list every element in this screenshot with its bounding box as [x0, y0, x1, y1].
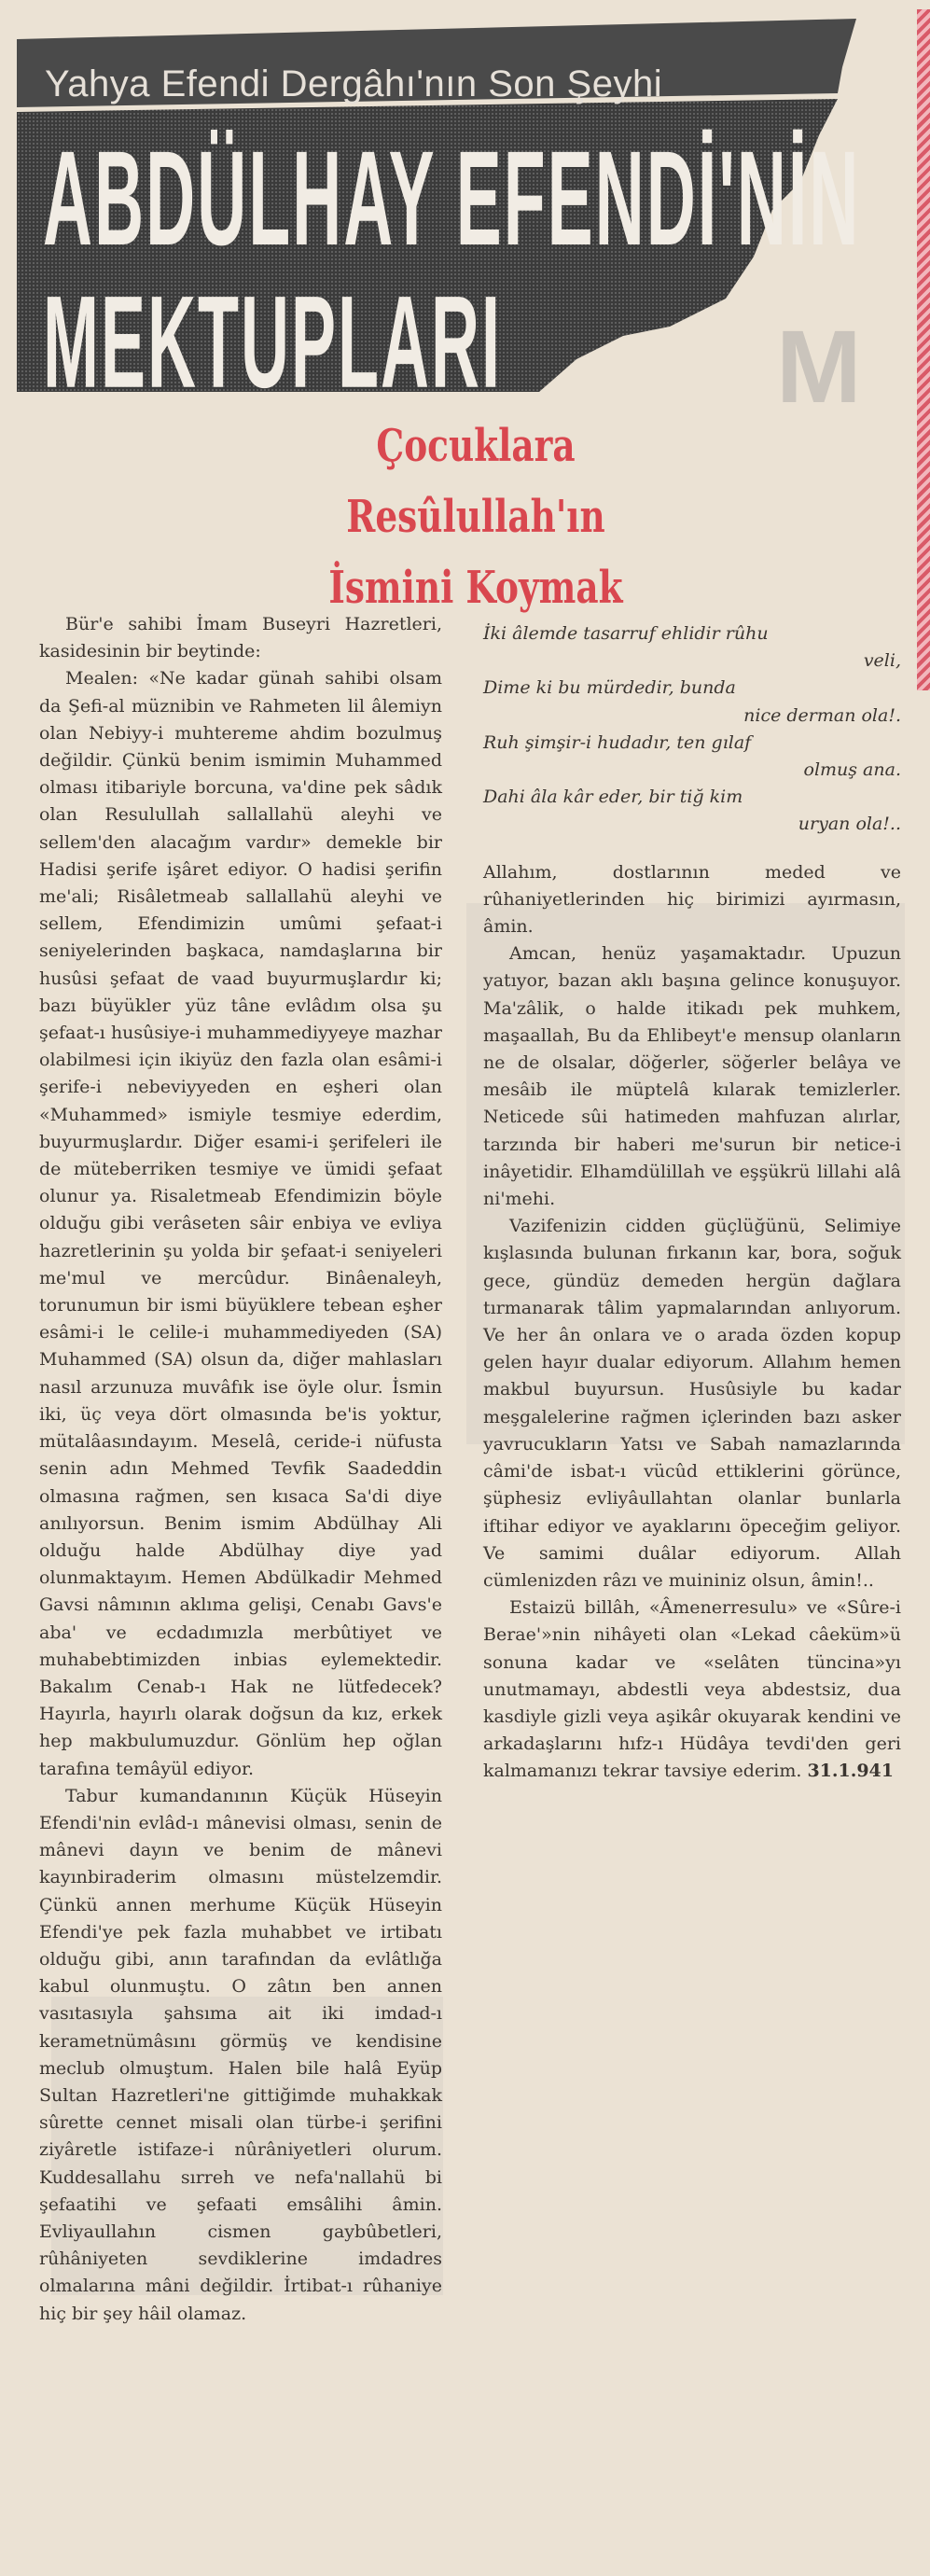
verse-line-continuation: veli,	[863, 650, 901, 672]
kicker-text: Yahya Efendi Dergâhı'nın Son Şeyhi	[45, 63, 663, 104]
subheadline-line-2: İsmini Koymak	[328, 562, 623, 614]
verse-block	[483, 620, 901, 839]
article-column-right	[483, 620, 901, 1786]
verse-line: Ruh şimşir-i hudadır, ten gılaf	[483, 731, 752, 753]
verse-line-continuation: nice derman ola!.	[743, 704, 901, 726]
paragraph: Bür'e sahibi İmam Buseyri Hazretleri, kasidesinin bir beytinde:	[39, 614, 442, 662]
article-column-left	[39, 611, 442, 2328]
paragraph: Allahım, dostlarının meded ve rûhaniyetlerinden hiç birimizi ayırmasın, âmin.	[483, 861, 901, 938]
paragraph: Vazifenizin cidden güçlüğünü, Selimiye kışlasında bulunan fırkanın kar, bora, soğuk gece, gündüz demeden hergün dağlara tırmanarak tâlim yapmalarından anlıyorum. Ve her ân onlara ve o arada özden kopup gelen hayır dualar ediyorum. Allahım hemen makbul buyursun. Husûsiyle bu kadar meşgalelerine rağmen içlerinden bazı asker yavrucukların Yatsı ve Sabah namazlarında câmi'de isbat-ı vücûd ettiklerini görünce, şüphesiz evliyâullahtan olanlar bunlarla iftihar ediyor ve ayaklarını öpeceğim geliyor. Ve samimi duâlar ediyorum. Allah cümlenizden râzı ve muininiz olsun, âmin!..	[483, 1216, 901, 1591]
bleed-through-text: M	[776, 310, 862, 425]
headline-banner	[17, 19, 873, 416]
verse-line: Dahi âla kâr eder, bir tiğ kim	[483, 787, 743, 808]
headline-line-1: ABDÜLHAY EFENDİ'NİN	[43, 125, 861, 274]
closing-text: Estaizü billâh, «Âmenerresulu» ve «Sûre-i Berae'»nin nihâyeti olan «Lekad câeküm»ü sonuna kadar ve «selâten tüncina»yı unutmamayı, abdestli veya abdestsiz, dua kasdiyle gizli veya aşikâr okuyarak kendini ve arkadaşlarını hıfz-ı Hüdâya tevdi'den geri kalmamanızı tekrar tavsiye ederim.	[483, 1597, 901, 1782]
subheadline-line-1: Çocuklara Resûlullah'ın	[346, 420, 605, 543]
subheadline	[243, 411, 708, 623]
paragraph: Mealen: «Ne kadar günah sahibi olsam da Şefi-al müznibin ve Rahmeten lil âlemiyn olan Nebiyy-i muhtereme ahdim bozulmuş değildir. Çünkü benim ismimin Muhammed olması itibariyle borcuna, va'dine pek sâdık olan Resulullah sallallahü aleyhi ve sellem'den alacağım vardır» demekle bir Hadisi şerife işâret ediyor. O hadisi şerifin me'ali; Risâletmeab sallallahü aleyhi ve sellem, Efendimizin umûmi şefaat-i seniyelerinden başkaca, namdaşlarına bir husûsi şefaat de vaad buyurmuşlardır ki; bazı büyükler yüz tâne evlâdım olsa şu şefaat-ı husûsiye-i muhammediyyeye mazhar olabilmesi için ikiyüz den fazla olan esâmi-i şerife-i nebeviyyeden en eşheri olan «Muhammed» ismiyle tesmiye ederdim, buyurmuşlardır. Diğer esami-i şerifeleri ile de müteberriken tesmiye ve ümidi şefaat olunur ya. Risaletmeab Efendimizin böyle olduğu gibi verâseten sâir enbiya ve evliya hazretlerinin şu yolda bir şefaat-i seniyeleri me'mul ve mercûdur. Binâenaleyh, torunumun bir ismi büyüklere tebean eşher esâmi-i le celile-i muhammediyeden (SA) Muhammed (SA) olsun da, diğer mahlasları nasıl arzunuza muvâfık ise öyle olur. İsmin iki, üç veya dört olmasında be'is yoktur, mütalâasındayım. Meselâ, ceride-i nüfusta senin adın Mehmed Tevfik Saadeddin olmasına rağmen, sen kısaca Sa'di diye anılıyorsun. Benim ismim Abdülhay Ali olduğu halde Abdülhay diye yad olunmaktayım. Hemen Abdülkadir Mehmed Gavsi nâmının aklıma gelişi, Cenabı Gavs'e aba' ve ecdadımızla merbûtiyet ve muhabebtimizden inbias eylemektedir. Bakalım Cenab-ı Hak ne lütfedecek? Hayırla, hayırlı olarak doğsun da kız, erkek hep makbulumuzdur. Gönlüm hep oğlan tarafına temâyül ediyor.	[39, 668, 442, 1779]
paragraph: Tabur kumandanının Küçük Hüseyin Efendi'nin evlâd-ı mânevisi olması, senin de mânevi dayın ve benim de mânevi kayınbiraderim olmasını müstelzemdir. Çünkü annen merhume Küçük Hüseyin Efendi'ye pek fazla muhabbet ve irtibatı olduğu gibi, anın tarafından da evlâtlığa kabul olunmuştu. O zâtın ben annen vasıtasıyla şahsıma ait iki imdad-ı kerametnümâsını görmüş ve kendisine meclub olmuştum. Halen bile halâ Eyüp Sultan Hazretleri'ne gittiğimde muhakkak sûrette cennet misali olan türbe-i şerifini ziyâretle istifaze-i nûrâniyetleri olurum. Kuddesallahu sırreh ve nefa'nallahü bi şefaatihi ve şefaati emsâlihi âmin. Evliyaullahın cismen gaybûbetleri, rûhâniyeten sevdiklerine imdadres olmalarına mâni değildir. İrtibat-ı rûhaniye hiç bir şey hâil olamaz.	[39, 1785, 442, 2324]
letter-date: 31.1.941	[807, 1761, 894, 1782]
verse-line: Dime ki bu mürdedir, bunda	[483, 677, 736, 699]
verse-line-continuation: olmuş ana.	[803, 759, 901, 781]
paragraph-closing	[483, 1594, 901, 1785]
paragraph: Amcan, henüz yaşamaktadır. Upuzun yatıyor, bazan aklı başına gelince konuşuyor. Ma'zâlik, o halde itikadı pek muhkem, maşaallah, Bu da Ehlibeyt'e mensup olanların ne de olsalar, döğerler, söğerler belâya ve mesâib ile müptelâ kılarak temizlerler. Neticede sûi hatimeden mahfuzan alırlar, tarzında bir haberi me'surun bir netice-i inâyetidir. Elhamdülillah ve eşşükrü lillahi alâ ni'mehi.	[483, 943, 901, 1210]
headline-line-2: MEKTUPLARI	[43, 270, 502, 416]
verse-line-continuation: uryan ola!..	[798, 814, 901, 835]
verse-line: İki âlemde tasarruf ehlidir rûhu	[483, 623, 769, 644]
page-border-decoration	[917, 9, 930, 690]
